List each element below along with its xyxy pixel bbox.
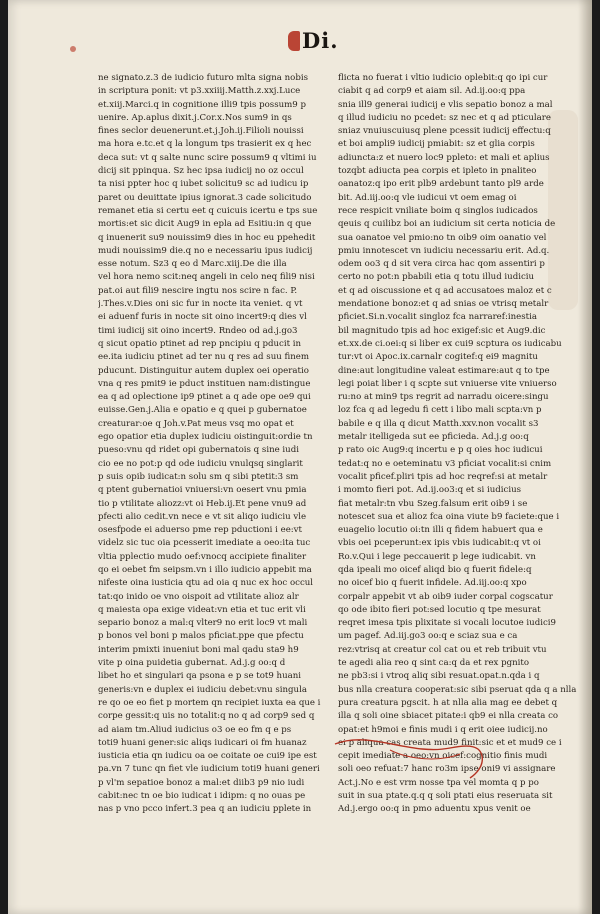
text-line: euagelio locutio oi:tn illi q fidem habuert qua e bbox=[338, 525, 543, 536]
text-line: odem oo3 q d sit vera circa hac qom assentiri p bbox=[338, 259, 545, 270]
text-line: metalr itelligeda sut ee pficieda. Ad.j.g oo:q bbox=[338, 432, 529, 443]
text-line: sua oanatoe vel pmio:no tn oib9 oim oanatio vel bbox=[338, 232, 547, 243]
text-line: toti9 huani gener:sic aliqs iudicari oi fm huanaz bbox=[98, 737, 307, 748]
text-line: i momto fieri pot. Ad.ij.oo3:q et si iudicius bbox=[338, 485, 522, 496]
text-line: pmiu innotescet vn iudiciu necessariu erit. Ad.q. bbox=[338, 245, 550, 256]
right-text-column bbox=[338, 72, 578, 817]
text-line: ei aduenf furis in nocte sit oino incert9:q dies vl bbox=[98, 312, 307, 323]
text-line: ciabit q ad corp9 et aiam sil. Ad.ij.oo:q ppa bbox=[338, 86, 526, 97]
text-line: bil magnitudo tpis ad hoc exigef:sic et Aug9.dic bbox=[338, 325, 546, 336]
text-line: tat:qo inido oe vno oispoit ad vtilitate alioz alr bbox=[98, 591, 299, 602]
text-line: um pagef. Ad.iij.go3 oo:q e sciaz sua e ca bbox=[338, 631, 518, 642]
text-line: sniaz vnuiuscuiusq plene pcessit iudicij effectu:q bbox=[338, 126, 551, 137]
text-line: p vl'm sepatioe bonoz a mal:et diib3 p9 nio iudi bbox=[98, 777, 305, 788]
text-line: et.xiij.Marci.q in cognitione illi9 tpis possum9 p bbox=[98, 99, 306, 110]
text-line: ego opatior etia duplex iudiciu oistinguit:ordie tn bbox=[98, 432, 313, 443]
text-line: opat:et h9moi e finis mudi i q erit oiee iudicij.no bbox=[338, 724, 548, 735]
text-line: mendatione bonoz:et q ad snias oe vtrisq metalr bbox=[338, 299, 549, 310]
book-page bbox=[8, 0, 592, 914]
text-line: corpalr appebit vt ab oib9 iuder corpal cogscatur bbox=[338, 591, 553, 602]
text-line: pficiet.Si.n.vocalit singloz fca narraref:inestia bbox=[338, 312, 537, 323]
text-line: et boi ampli9 iudicij pmiabit: sz et glia corpis bbox=[338, 139, 535, 150]
text-line: qo ode ibito fieri pot:sed locutio q tpe mesurat bbox=[338, 604, 541, 615]
text-line: mudi nouissim9 die.q no e necessariu ipus iudicij bbox=[98, 245, 313, 256]
text-line: iusticia etia qn iudicu oa oe coitate oe cui9 ipe est bbox=[98, 751, 317, 762]
text-line: tio p vtilitate aliozz:vt oi Heb.ij.Et pene vnu9 ad bbox=[98, 498, 307, 509]
text-line: tedat:q no e oeteminatu v3 pficiat vocalit:si cnim bbox=[338, 458, 552, 469]
text-line: dicij sit ppinqua. Sz hec ipsa iudicij no oz occul bbox=[98, 166, 304, 177]
text-line: Ro.v.Qui i lege peccauerit p lege iudicabit. vn bbox=[338, 551, 536, 562]
text-line: generis:vn e duplex ei iudiciu debet:vnu singula bbox=[98, 684, 307, 695]
text-line: cio ee no pot:p qd ode iudiciu vnulqsq singlarit bbox=[98, 458, 303, 469]
text-line: oanatoz:q ipo erit plb9 ardebunt tanto pl9 arde bbox=[338, 179, 544, 190]
text-line: corpe gessit:q uis no totalit:q no q ad corp9 sed q bbox=[98, 711, 315, 722]
text-line: suit in sua ptate.q.q q soli ptati eius reseruata sit bbox=[338, 791, 553, 802]
text-line: ee.ita iudiciu ptinet ad ter nu q res ad suu finem bbox=[98, 352, 310, 363]
text-line: timi iudicij sit oino incert9. Rndeo od ad.j.go3 bbox=[98, 325, 298, 336]
text-line: q inuenerit su9 nouissim9 dies in hoc eu ppehedit bbox=[98, 232, 316, 243]
text-line: vocalit pficef.pliri tpis ad hoc reqref:si at metalr bbox=[338, 471, 548, 482]
text-line: interim pmixti inueniut boni mal qadu sta9 h9 bbox=[98, 644, 299, 655]
text-line: pfecti alio cedit.vn nece e vt sit aliqo iudiciu vle bbox=[98, 511, 307, 522]
text-line: tur:vt oi Apoc.ix.carnalr cogitef:q ei9 magnitu bbox=[338, 352, 538, 363]
text-line: loz fca q ad legedu fi cett i libo mali scpta:vn p bbox=[338, 405, 542, 416]
text-line: ne signato.z.3 de iudicio futuro mlta signa nobis bbox=[98, 73, 308, 83]
text-line: qeuis q cuilibz boi an iudicium sit certa noticia de bbox=[338, 219, 556, 230]
text-line: euisse.Gen.j.Alia e opatio e q quei p gubernatoe bbox=[98, 405, 307, 416]
text-line: vna q res pmit9 ie pduct instituen nam:distingue bbox=[98, 378, 311, 389]
text-line: ne pb3:si i vtroq aliq sibi resuat.opat.n.qda i q bbox=[338, 671, 540, 682]
text-line: p bonos vel boni p malos pficiat.ppe que pfectu bbox=[98, 631, 304, 642]
text-line: fines seclor deuenerunt.et.j.Joh.ij.Filioli nouissi bbox=[98, 126, 304, 137]
text-line: et q ad oiscussione et q ad accusatoes maloz et c bbox=[338, 285, 552, 296]
text-line: uenire. Ap.aplus dixit.j.Cor.x.Nos sum9 in qs bbox=[98, 112, 292, 123]
page-header bbox=[288, 28, 339, 58]
ink-blot bbox=[70, 46, 76, 52]
text-line: deca sut: vt q salte nunc scire possum9 q vltimi iu bbox=[98, 152, 317, 163]
text-line: fiat metalr:tn vbu Szeg.falsum erit oib9 i se bbox=[338, 498, 528, 509]
text-line: tozqbt adiucta pea corpis et ipleto in pnaliteo bbox=[338, 166, 537, 177]
text-line: illa q soli oine sbiacet pitate:i qb9 ei nlla creata co bbox=[338, 711, 559, 722]
text-line: esse notum. Sz3 q eo d Marc.xiij.De die illa bbox=[98, 259, 287, 270]
text-line: qda ipeali mo oicef aliqd bio q fuerit fidele:q bbox=[338, 564, 532, 575]
text-line: Ad.j.ergo oo:q in pmo aduentu xpus venit oe bbox=[338, 804, 531, 815]
text-line: j.Thes.v.Dies oni sic fur in nocte ita veniet. q vt bbox=[98, 299, 303, 310]
text-line: bit. Ad.iij.oo:q vle iudicui vt oem emag oi bbox=[338, 192, 517, 203]
text-line: libet ho et singulari qa psona e p se tot9 huani bbox=[98, 671, 302, 682]
text-line: ei p aliqua cas creata mud9 finit:sic et et mud9 ce i bbox=[338, 737, 562, 748]
text-line: vbis oei pceperunt:ex ipis vbis iudicabit:q vt oi bbox=[338, 538, 541, 549]
text-line: pducunt. Distinguitur autem duplex oei operatio bbox=[98, 365, 309, 376]
text-line: ma hora e.tc.et q la longum tps trasierit ex q hec bbox=[98, 139, 312, 150]
text-line: videlz sic tuc oia pcesserit imediate a oeo:ita tuc bbox=[98, 538, 311, 549]
red-flourish-ornament bbox=[330, 726, 490, 781]
text-line: babile e q illa q dicut Matth.xxv.non vocalit s3 bbox=[338, 418, 539, 429]
left-text-column bbox=[98, 72, 338, 817]
text-line: in scriptura ponit: vt p3.xxiiij.Matth.z.xxj.Luce bbox=[98, 86, 301, 97]
text-line: reqret imesa tpis plixitate si vocali locutoe iudici9 bbox=[338, 618, 556, 629]
text-line: q illud iudiciu no pcedet: sz nec et q ad pticulare bbox=[338, 112, 551, 123]
text-line: soli oeo refuat:7 hanc ro3m ipse oni9 vi assignare bbox=[338, 764, 556, 775]
text-line: flicta no fuerat i vltio iudicio oplebit:q qo ipi cur bbox=[338, 73, 548, 83]
text-line: dine:aut longitudine valeat estimare:aut q to tpe bbox=[338, 365, 550, 376]
text-line: vltia pplectio mudo oef:vnocq accipiete finaliter bbox=[98, 551, 307, 562]
text-line: q ptent gubernatioi vniuersi:vn oesert vnu pmia bbox=[98, 485, 307, 496]
text-line: ea q ad oplectione ip9 ptinet a q ade ope oe9 qui bbox=[98, 392, 311, 403]
text-line: cabit:nec tn oe bio iudicat i idipm: q no ouas pe bbox=[98, 791, 306, 802]
text-line: vel hora nemo scit:neq angeli in celo neq fili9 nisi bbox=[98, 272, 315, 283]
page-header-text: Di. bbox=[302, 28, 339, 53]
text-line: cepit imediate a oeo:vn oicef:cognitio finis mudi bbox=[338, 751, 548, 762]
text-line: rez:vtrisq at creatur col cat ou et reb tribuit vtu bbox=[338, 644, 547, 655]
text-line: nas p vno pcco infert.3 pea q an iudiciu pplete in bbox=[98, 804, 312, 815]
text-line: p rato oic Aug9:q incertu e p q oies hoc iudicui bbox=[338, 445, 543, 456]
text-line: nifeste oina iusticia qtu ad oia q nuc ex hoc occul bbox=[98, 578, 314, 589]
text-line: notescet sua et alioz fca oina viute b9 faciete:que i bbox=[338, 511, 560, 522]
text-line: pa.vn 7 tunc qn fiet vle iudicium toti9 huani generi bbox=[98, 764, 320, 775]
text-line: rece respicit vniliate boim q singlos iudicados bbox=[338, 205, 538, 216]
text-line: osesfpode ei aduerso pme rep pductioni i ee:vt bbox=[98, 525, 302, 536]
text-line: mortis:et sic dicit Aug9 in epla ad Esitiu:in q que bbox=[98, 219, 312, 230]
text-line: te agedi alia reo q sint ca:q da et rex pgnito bbox=[338, 658, 530, 669]
rubric-initial-mark bbox=[288, 31, 300, 51]
text-line: pueso:vnu qd ridet opi gubernatois q sine iudi bbox=[98, 445, 299, 456]
text-line: Act.j.No e est vrm nosse tpa vel momta q p po bbox=[338, 777, 539, 788]
text-line: legi poiat liber i q scpte sut vniuerse vite vniuerso bbox=[338, 378, 557, 389]
text-line: snia ill9 generai iudicij e vlis sepatio bonoz a mal bbox=[338, 99, 553, 110]
text-line: no oicef bio q fuerit infidele. Ad.iij.oo:q xpo bbox=[338, 578, 527, 589]
text-line: q sicut opatio ptinet ad rep pncipiu q pducit in bbox=[98, 338, 302, 349]
text-line: vite p oina puidetia gubernat. Ad.j.g oo:q d bbox=[98, 658, 286, 669]
text-line: creaturar:oe q Joh.v.Pat meus vsq mo opat et bbox=[98, 418, 294, 429]
text-line: certo no pot:n pbabili etia q totu illud iudiciu bbox=[338, 272, 535, 283]
text-line: pura creatura pgscit. h at nlla alia mag ee debet q bbox=[338, 697, 558, 708]
text-line: p suis opib iudicat:n solu sm q sibi ptetit:3 sm bbox=[98, 471, 299, 482]
text-line: bus nlla creatura cooperat:sic sibi pseruat qda q a nlla bbox=[338, 684, 577, 695]
text-line: adiuncta:z et nuero loc9 ppleto: et mali et aplius bbox=[338, 152, 550, 163]
text-line: separio bonoz a mal:q vlter9 no erit loc9 vt mali bbox=[98, 618, 308, 629]
text-line: remanet etia si certu eet q cuicuis icertu e tps sue bbox=[98, 205, 318, 216]
text-line: ru:no at min9 tps regrit ad narradu oicere:singu bbox=[338, 392, 549, 403]
text-line: re qo oe eo fiet p mortem qn recipiet iuxta ea que i bbox=[98, 697, 321, 708]
text-line: paret ou deuittate ipius ignorat.3 cade solicitudo bbox=[98, 192, 312, 203]
text-line: ad aiam tm.Aliud iudicius o3 oe eo fm q e ps bbox=[98, 724, 292, 735]
text-line: et.xx.de ci.oei:q si liber ex cui9 scptura os iudicabu bbox=[338, 338, 562, 349]
text-line: q maiesta opa exige videat:vn etia et tuc erit vli bbox=[98, 604, 306, 615]
text-line: pat.oi aut fili9 nescire ingtu nos scire n fac. P. bbox=[98, 285, 298, 296]
text-line: qo ei oebet fm seipsm.vn i illo iudicio appebit ma bbox=[98, 564, 312, 575]
text-line: ta nisi ppter hoc q iubet solicitu9 sc ad iudicu ip bbox=[98, 179, 309, 190]
